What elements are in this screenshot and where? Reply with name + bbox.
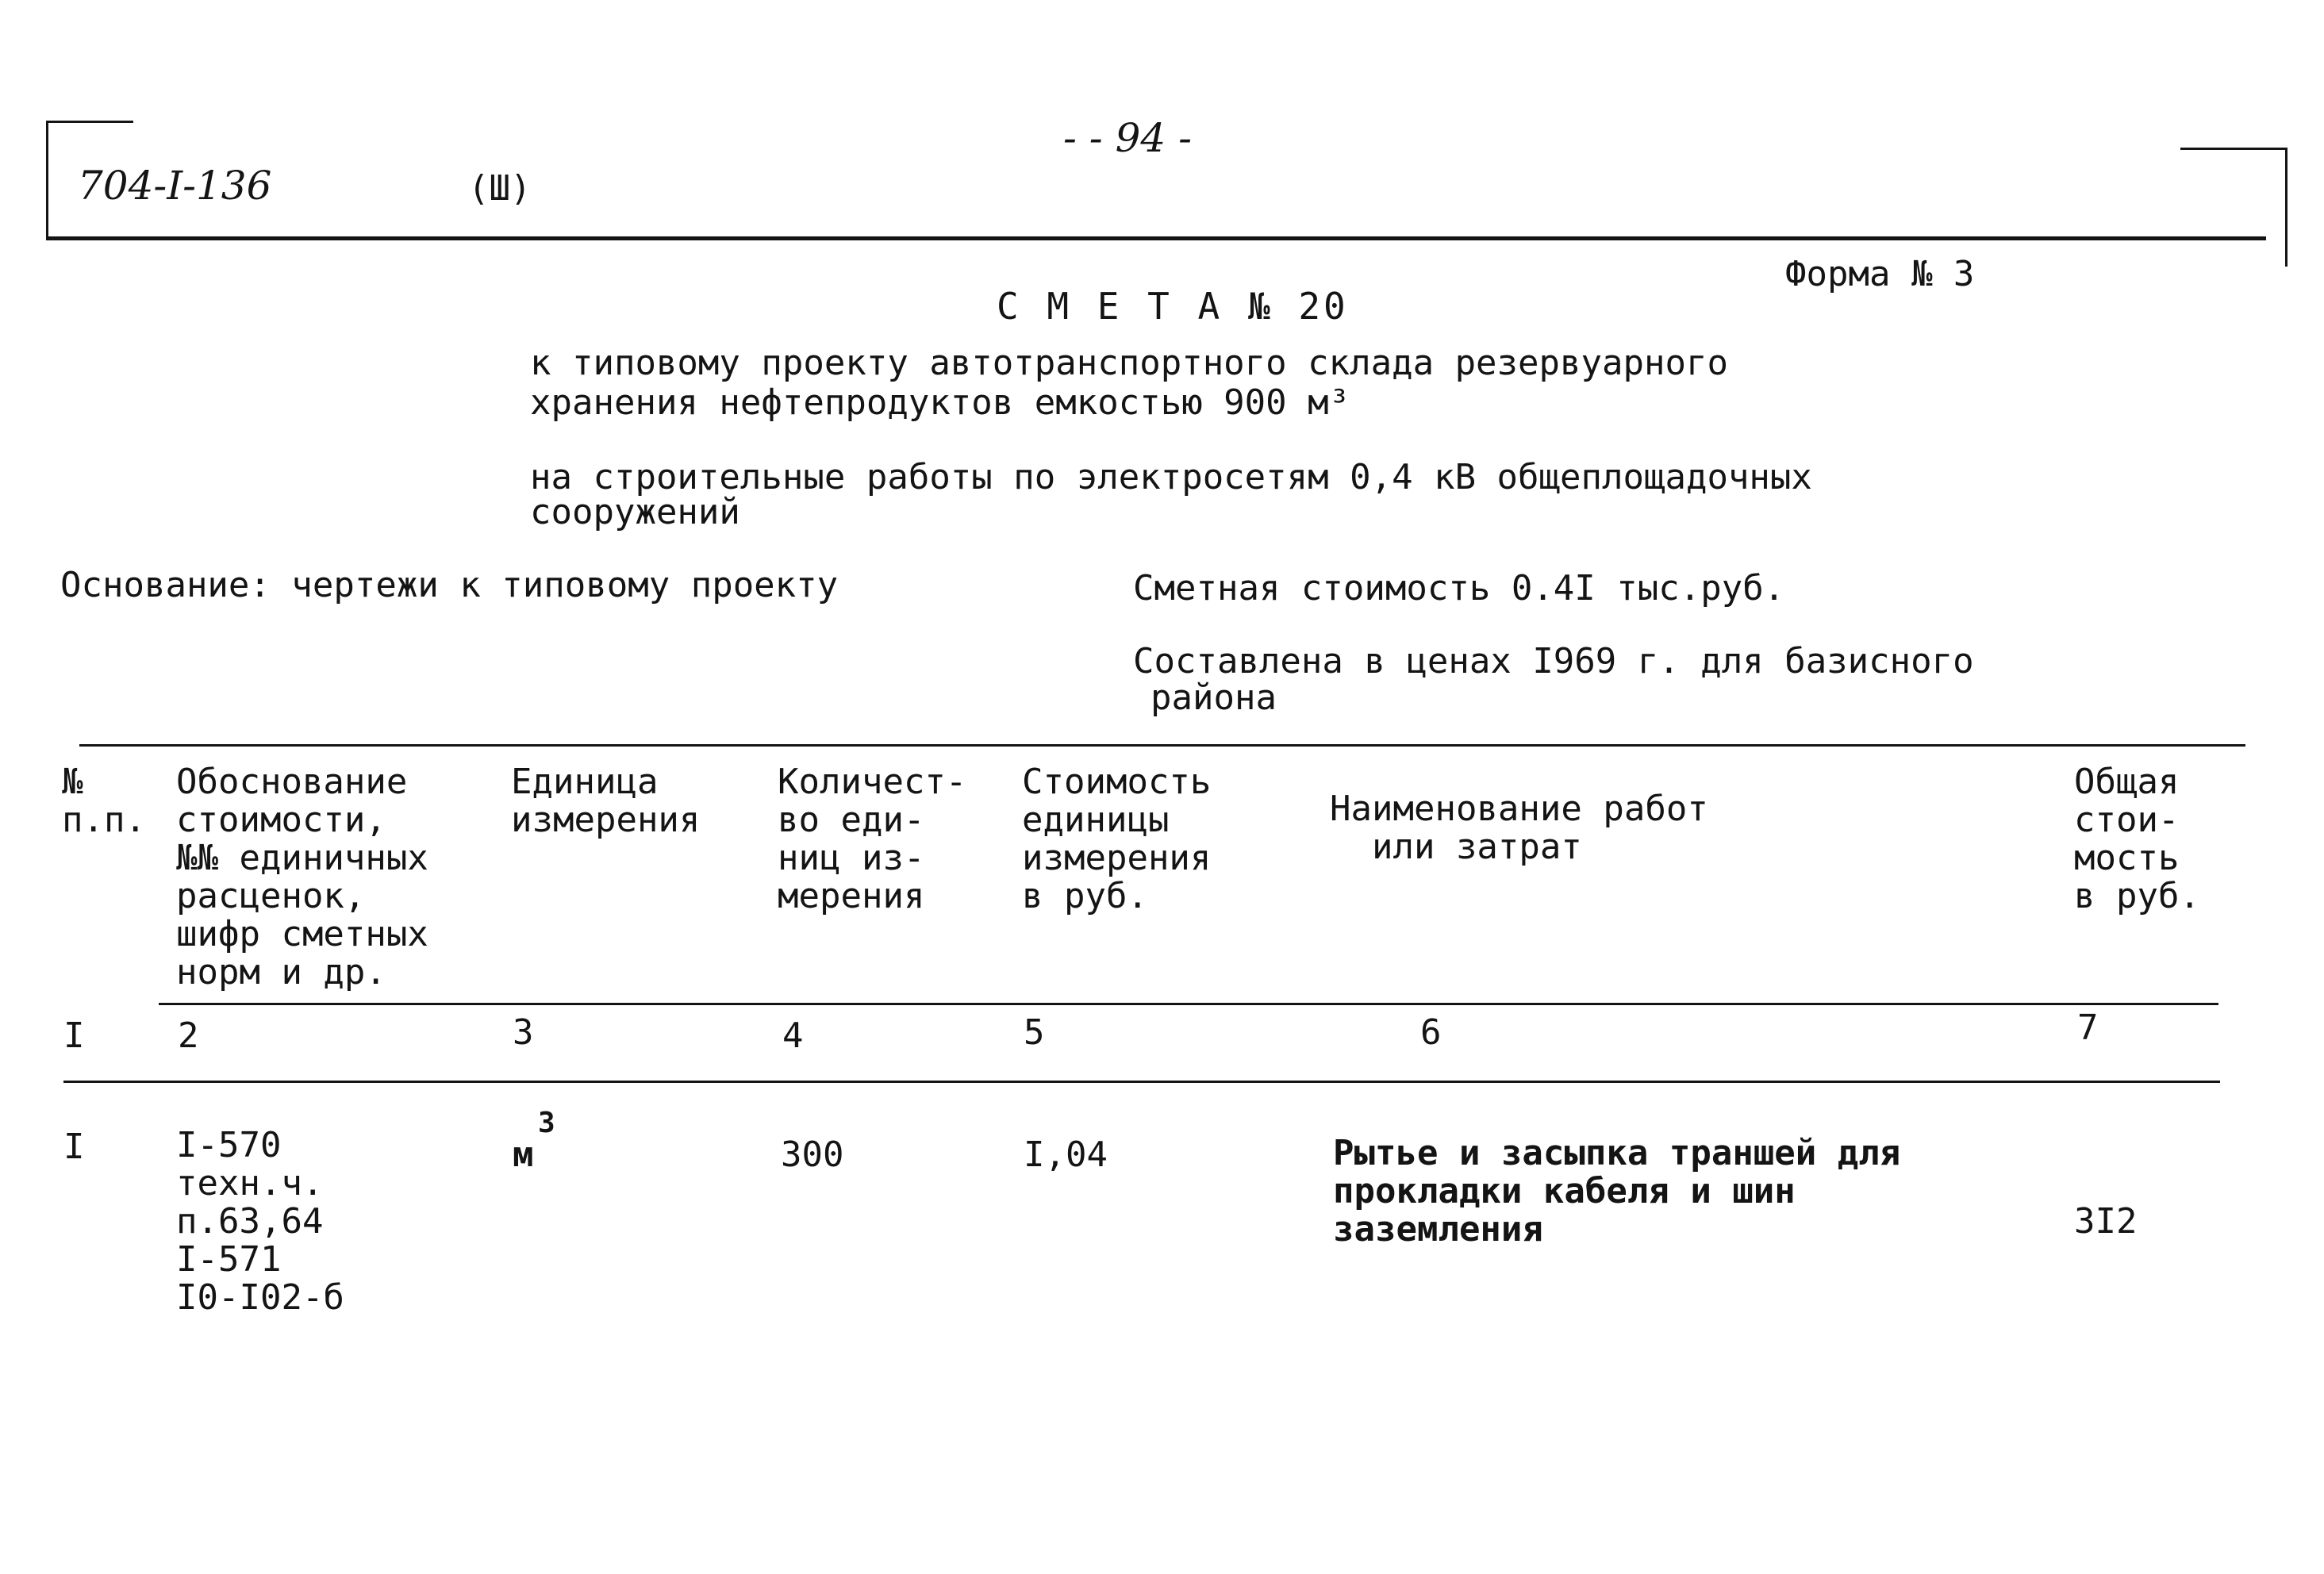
header-col-2: Обоснование стоимости, №№ единичных расценок, шифр сметных норм и др. bbox=[176, 762, 428, 992]
purpose-line-1: на строительные работы по электросетям 0,4 кВ общеплощадочных bbox=[530, 457, 1812, 497]
doc-number: 704-I-136 bbox=[78, 163, 272, 209]
volume-mark: (Ш) bbox=[468, 168, 532, 209]
col-number-1: I bbox=[63, 1015, 85, 1056]
page-number: - - 94 - bbox=[1063, 115, 1192, 161]
col-number-4: 4 bbox=[782, 1015, 804, 1056]
estimate-heading: С М Е Т А № 20 bbox=[997, 285, 1349, 328]
header-col-3: Единица измерения bbox=[511, 762, 701, 840]
basis-text: Основание: чертежи к типовому проекту bbox=[60, 565, 839, 605]
row-1-basis: I-570 техн.ч. п.63,64 I-571 I0-I02-б bbox=[176, 1125, 344, 1318]
header-col-4: Количест- во еди- ниц из- мерения bbox=[778, 762, 967, 916]
table-numbers-rule bbox=[63, 1081, 2220, 1083]
estimated-cost: Сметная стоимость 0.4I тыс.руб. bbox=[1133, 568, 1785, 608]
row-1-unit: м bbox=[513, 1134, 534, 1175]
row-1-unit-cost: I,04 bbox=[1024, 1134, 1108, 1175]
col-number-7: 7 bbox=[2077, 1008, 2099, 1048]
frame-right-edge bbox=[2285, 148, 2288, 267]
prices-line-1: Составлена в ценах I969 г. для базисного bbox=[1133, 641, 1974, 681]
purpose-line-2: сооружений bbox=[530, 492, 740, 532]
row-1-name: Рытье и засыпка траншей для прокладки кабеля и шин заземления bbox=[1333, 1133, 1901, 1250]
header-col-7: Общая стои- мость в руб. bbox=[2074, 762, 2200, 916]
header-rule bbox=[46, 236, 2266, 240]
row-1-qty: 300 bbox=[781, 1134, 844, 1175]
table-top-rule bbox=[79, 744, 2245, 747]
table-header-rule bbox=[159, 1003, 2218, 1005]
header-col-6: Наименование работ или затрат bbox=[1330, 789, 1708, 867]
frame-left-edge bbox=[46, 121, 48, 238]
row-1-unit-sup: 3 bbox=[538, 1107, 555, 1139]
form-label: Форма № 3 bbox=[1785, 254, 1975, 294]
col-number-3: 3 bbox=[513, 1012, 534, 1053]
subtitle-line-2: хранения нефтепродуктов емкостью 900 м³ bbox=[530, 382, 1350, 423]
frame-top-right bbox=[2180, 148, 2287, 150]
col-number-6: 6 bbox=[1420, 1012, 1442, 1053]
frame-top-left bbox=[46, 121, 133, 123]
col-number-2: 2 bbox=[178, 1015, 199, 1056]
header-col-5: Стоимость единицы измерения в руб. bbox=[1022, 762, 1212, 916]
subtitle-line-1: к типовому проекту автотранспортного склада резервуарного bbox=[530, 343, 1728, 383]
prices-line-2: района bbox=[1150, 678, 1277, 718]
header-col-1: № п.п. bbox=[62, 762, 146, 840]
col-number-5: 5 bbox=[1024, 1012, 1045, 1053]
row-1-num: I bbox=[63, 1127, 85, 1167]
row-1-total: 3I2 bbox=[2074, 1201, 2138, 1242]
